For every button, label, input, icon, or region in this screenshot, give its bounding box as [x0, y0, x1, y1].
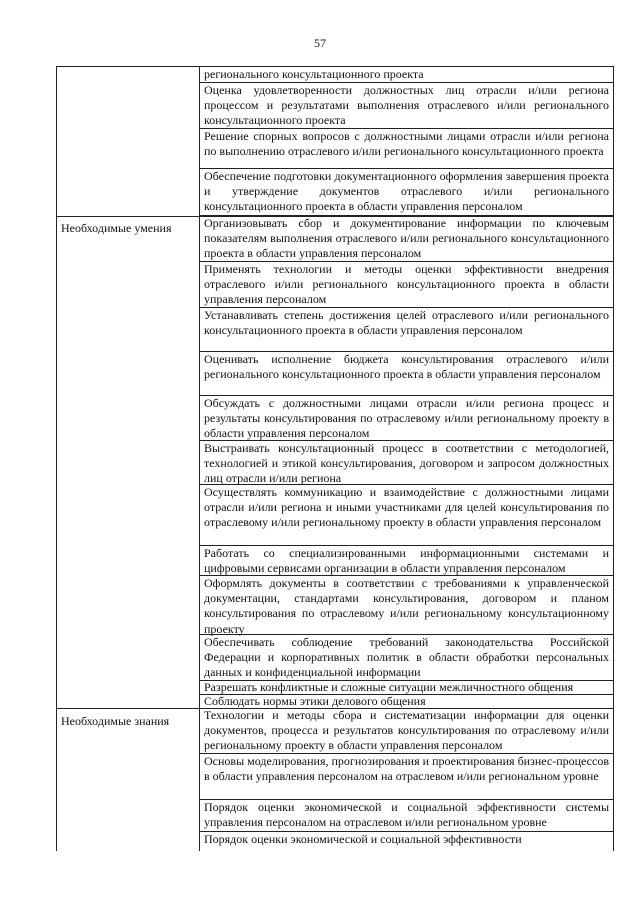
content-cell: Решение спорных вопросов с должностными лицами отрасли и/или региона по выполнению отраслевого и/или регионального консультационного проекта: [200, 129, 613, 169]
content-cell: Обеспечение подготовки документационного оформления завершения проекта и утверждение документов отраслевого и/или регионального консультационного проекта в области управления персоналом: [200, 169, 613, 216]
content-cell: Работать со специализированными информационными системами и цифровыми сервисами организации в области управления персоналом: [200, 546, 613, 576]
content-column: [200, 67, 613, 851]
page-number: 57: [314, 36, 326, 50]
content-cell: Осуществлять коммуникацию и взаимодействие с должностными лицами отрасли и/или региона и иными участниками для целей консультирования по отраслевому и/или региональному проекту в области управления персоналом: [200, 485, 613, 546]
content-cell: Применять технологии и методы оценки эффективности внедрения отраслевого и/или регионального консультационного проекта в области управления персоналом: [200, 262, 613, 308]
competency-table: [56, 66, 614, 851]
content-cell: Устанавливать степень достижения целей отраслевого и/или регионального консультационного проекта в области управления персоналом: [200, 308, 613, 352]
content-cell: Соблюдать нормы этики делового общения: [204, 694, 426, 708]
content-cell: Обеспечивать соблюдение требований законодательства Российской Федерации и корпоративных политик в области обработки персональных данных и конфиденциальной информации: [200, 635, 613, 681]
content-cell: регионального консультационного проекта: [200, 67, 613, 83]
content-cell: Технологии и методы сбора и систематизации информации для оценки документов, процесса и результатов консультирования по отраслевому и/или региональному проекту в области управления персоналом: [200, 708, 613, 754]
content-cell: Порядок оценки экономической и социальной эффективности: [204, 832, 522, 846]
content-cell: Оформлять документы в соответствии с требованиями к управленческой документации, стандартами консультирования, договором и планом консультирования по отраслевому и/или региональному консультационному проекту: [200, 576, 613, 635]
content-cell: Выстраивать консультационный процесс в соответствии с методологией, технологией и этикой консультирования, договором и запросом должностных лиц отрасли и/или региона: [200, 441, 613, 485]
content-cell: Разрешать конфликтные и сложные ситуации межличностного общения: [200, 681, 613, 695]
content-cell: Основы моделирования, прогнозирования и проектирования бизнес-процессов в области управления персоналом на отраслевом и/или региональном уровне: [200, 754, 613, 800]
section-label-knowledge: Необходимые знания: [61, 714, 170, 728]
content-cell: Оценка удовлетворенности должностных лиц отрасли и/или региона процессом и результатами выполнения отраслевого и/или регионального консультационного проекта: [200, 83, 613, 129]
section-label-skills: Необходимые умения: [61, 221, 172, 235]
content-cell: Организовывать сбор и документирование информации по ключевым показателям выполнения отраслевого и/или регионального консультационного проекта в области управления персоналом: [200, 216, 613, 262]
content-cell: Порядок оценки экономической и социальной эффективности системы управления персоналом на отраслевом и/или региональном уровне: [200, 800, 613, 832]
content-cell: Оценивать исполнение бюджета консультирования отраслевого и/или регионального консультационного проекта в области управления персоналом: [200, 352, 613, 396]
content-cell: Обсуждать с должностными лицами отрасли и/или региона процесс и результаты консультирования по отраслевому и/или региональному проекту в области управления персоналом: [200, 396, 613, 441]
label-column: [57, 67, 200, 851]
